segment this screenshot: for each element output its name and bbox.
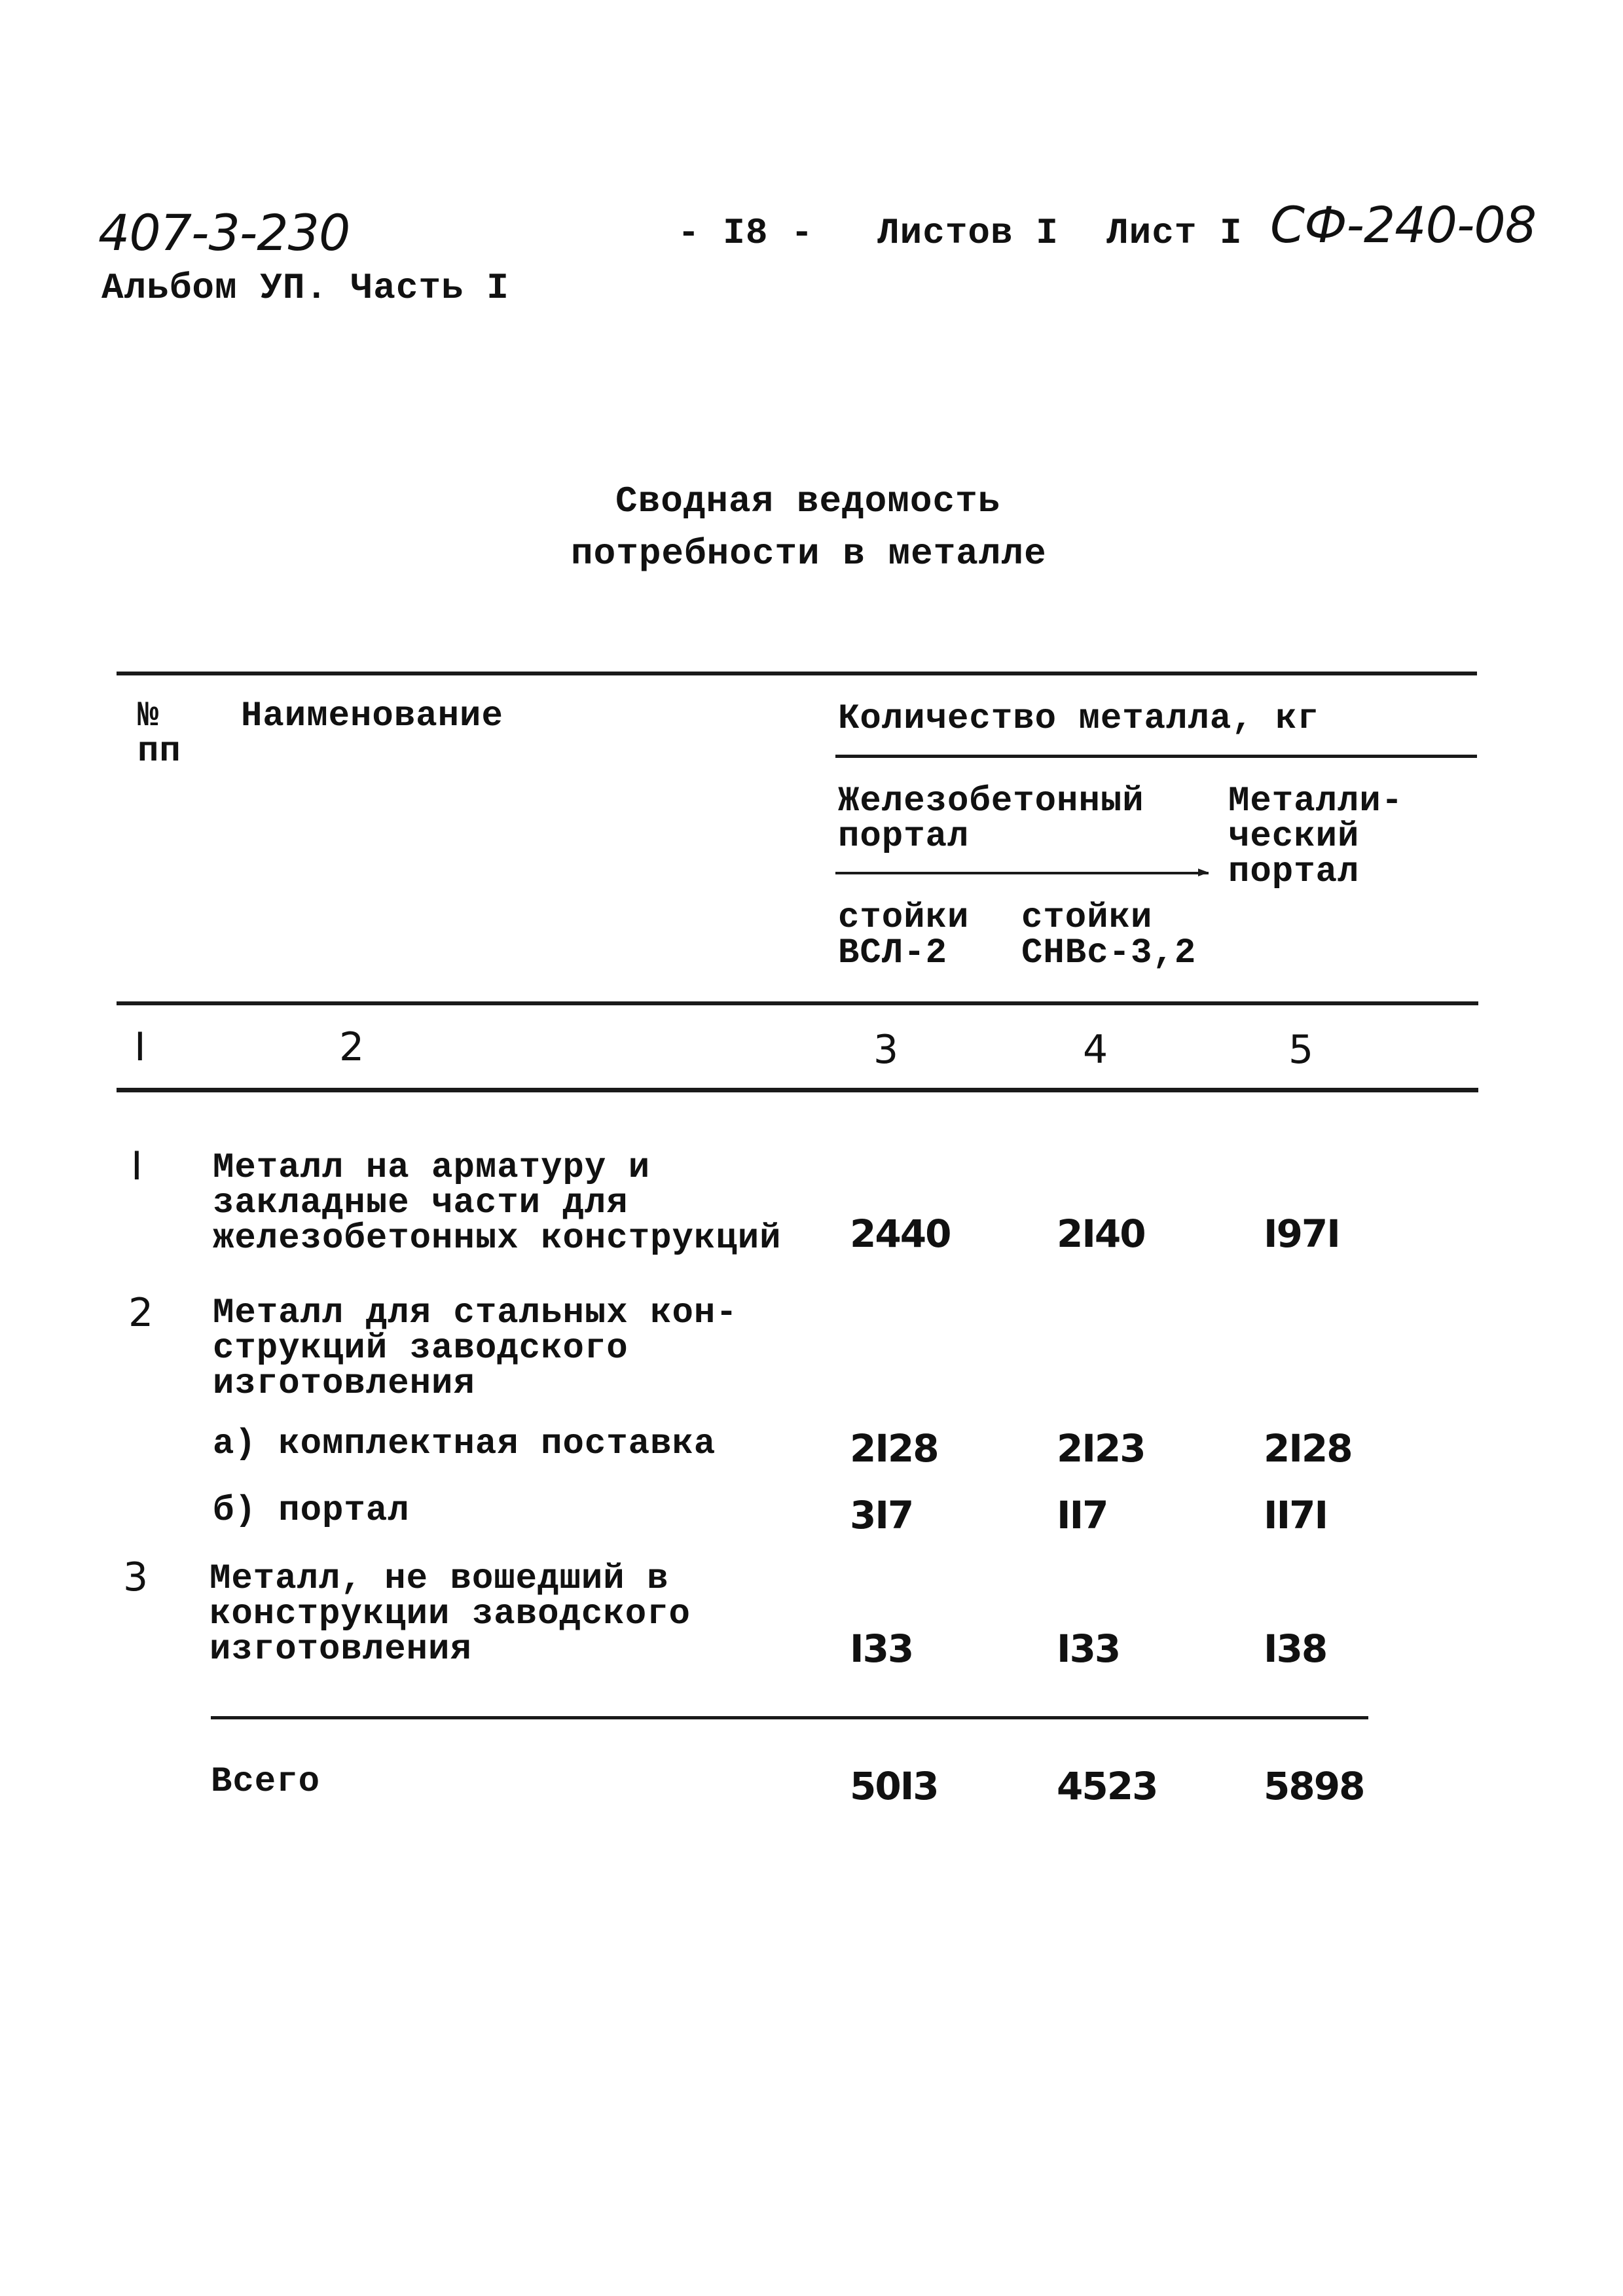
col-number-4: 4 [1083,1027,1108,1073]
total-metal: 5898 [1264,1764,1364,1808]
qty-subheader-rule [835,755,1477,758]
row-3-metal: I38 [1264,1626,1327,1671]
row-3-name: Металл, не вошедший в конструкции заводского изготовления [210,1559,691,1670]
col-header-qty: Количество металла, кг [838,699,1319,739]
table-top-rule [117,672,1477,675]
row-2b-snv: II7 [1057,1493,1108,1537]
col-number-3: 3 [873,1027,899,1073]
col-number-1: I [134,1024,146,1070]
total-snv: 4523 [1057,1764,1158,1808]
column-numbers-rule [117,1088,1478,1092]
sheets-count: Листов I [877,212,1059,254]
row-2a-snv: 2I23 [1057,1426,1145,1471]
row-1-metal: I97I [1264,1211,1340,1256]
album-label: Альбом УП. Часть I [101,267,509,309]
row-2-name: Металл для стальных кон- струкций заводского изготовления [213,1293,738,1404]
page-number: - I8 - [678,212,814,254]
row-1-num: I [131,1143,143,1189]
header-bottom-rule [117,1001,1478,1005]
row-2b-name: б) портал [213,1491,410,1531]
col-header-vsl: стойки ВСЛ-2 [838,898,970,973]
row-1-vsl: 2440 [850,1211,951,1256]
row-2a-metal: 2I28 [1264,1426,1352,1471]
row-3-num: 3 [123,1554,149,1600]
total-vsl: 50I3 [850,1764,938,1808]
total-rule [211,1716,1368,1719]
total-label: Всего [211,1762,321,1802]
col-header-name: Наименование [241,696,503,736]
col-header-snv: стойки СНВс-3,2 [1021,898,1197,973]
row-2b-vsl: 3I7 [850,1493,913,1537]
rc-rule-arrow [1198,869,1209,876]
sheet-number: Лист I [1106,212,1243,254]
row-1-snv: 2I40 [1057,1211,1145,1256]
document-code: 407-3-230 [98,204,350,262]
col-number-2: 2 [339,1024,365,1070]
row-2-num: 2 [128,1290,154,1336]
row-2a-vsl: 2I28 [850,1426,938,1471]
col-number-5: 5 [1288,1027,1314,1073]
title-line-1: Сводная ведомость [615,480,1001,522]
col-header-num: № пп [137,696,181,772]
row-3-vsl: I33 [850,1626,913,1671]
row-3-snv: I33 [1057,1626,1120,1671]
row-2a-name: а) комплектная поставка [213,1424,716,1464]
title-line-2: потребности в металле [571,533,1047,575]
row-2b-metal: II7I [1264,1493,1328,1537]
rc-subheader-rule [835,872,1209,874]
stamp-code: СФ-240-08 [1270,196,1537,254]
col-header-rc-portal: Железобетонный портал [838,781,1144,857]
row-1-name: Металл на арматуру и закладные части для железобетонных конструкций [213,1148,782,1259]
col-header-metal-portal: Металли- ческий портал [1228,781,1404,892]
